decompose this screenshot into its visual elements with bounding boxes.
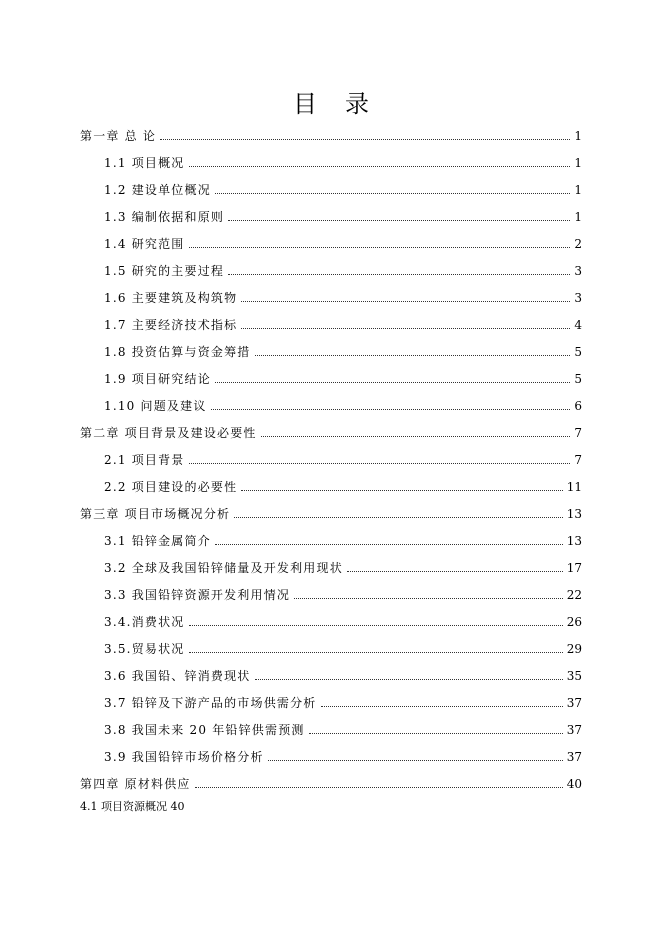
toc-entry-label: 3.1 铅锌金属简介 (104, 534, 211, 548)
toc-title (0, 84, 662, 119)
dot-leader (309, 732, 563, 734)
toc-entry-label: 1.7 主要经济技术指标 (104, 318, 238, 332)
toc-entry-page: 4 (574, 318, 582, 332)
toc-entry-page: 3 (574, 264, 582, 278)
toc-entry-page: 1 (574, 156, 582, 170)
toc-entry-page: 26 (566, 615, 582, 629)
toc-entry-label: 1.6 主要建筑及构筑物 (104, 291, 238, 305)
toc-entry-label: 1.8 投资估算与资金筹措 (104, 345, 251, 359)
toc-entry-page: 1 (574, 129, 582, 143)
dot-leader (241, 489, 562, 491)
toc-entry-label: 3.2 全球及我国铅锌储量及开发利用现状 (104, 561, 343, 575)
dot-leader (228, 273, 570, 275)
toc-entry[interactable] (80, 419, 582, 441)
toc-entry[interactable] (104, 743, 582, 765)
toc-entry-label: 1.1 项目概况 (104, 156, 185, 170)
dot-leader (215, 543, 563, 545)
dot-leader (261, 435, 570, 437)
dot-leader (189, 246, 571, 248)
unformatted-toc-entry: 4.1 项目资源概况 40 (80, 800, 185, 813)
toc-entry-page: 13 (566, 507, 582, 521)
toc-entry[interactable] (104, 257, 582, 279)
toc-entry-label: 3.3 我国铅锌资源开发利用情况 (104, 588, 291, 602)
toc-entry-label: 1.2 建设单位概况 (104, 183, 211, 197)
toc-entry[interactable] (80, 122, 582, 144)
toc-entry[interactable] (104, 338, 582, 360)
toc-entry-label: 1.9 项目研究结论 (104, 372, 211, 386)
dot-leader (189, 165, 571, 167)
toc-entry[interactable] (104, 365, 582, 387)
toc-entry-page: 1 (574, 183, 582, 197)
toc-entry[interactable] (104, 473, 582, 495)
toc-entry-page: 6 (574, 399, 582, 413)
toc-entry[interactable] (104, 554, 582, 576)
toc-entry-page: 7 (574, 453, 582, 467)
dot-leader (241, 300, 570, 302)
dot-leader (255, 354, 571, 356)
dot-leader (160, 138, 570, 140)
dot-leader (294, 597, 563, 599)
toc-entry[interactable] (104, 608, 582, 630)
dot-leader (189, 624, 563, 626)
toc-entry-label: 1.3 编制依据和原则 (104, 210, 225, 224)
toc-entry-page: 37 (566, 750, 582, 764)
toc-entry-label: 3.5.贸易状况 (104, 642, 185, 656)
toc-entry-page: 22 (566, 588, 582, 602)
toc-entry-page: 5 (574, 345, 582, 359)
toc-entry-label: 3.7 铅锌及下游产品的市场供需分析 (104, 696, 317, 710)
toc-entry[interactable] (104, 284, 582, 306)
toc-entry-page: 35 (566, 669, 582, 683)
toc-entry[interactable] (104, 581, 582, 603)
toc-entry[interactable] (80, 770, 582, 792)
toc-entry[interactable] (104, 446, 582, 468)
dot-leader (255, 678, 563, 680)
dot-leader (228, 219, 570, 221)
dot-leader (321, 705, 563, 707)
toc-entry-label: 第二章 项目背景及建设必要性 (80, 426, 257, 440)
toc-entry[interactable] (104, 230, 582, 252)
dot-leader (195, 786, 563, 788)
toc-entry[interactable] (104, 149, 582, 171)
dot-leader (189, 462, 571, 464)
toc-entry[interactable] (80, 500, 582, 522)
toc-entry-page: 1 (574, 210, 582, 224)
toc-entry-page: 37 (566, 723, 582, 737)
toc-entry-page: 37 (566, 696, 582, 710)
toc-entry-page: 11 (566, 480, 582, 494)
toc-entry-page: 40 (566, 777, 582, 791)
dot-leader (215, 381, 570, 383)
toc-entry[interactable] (104, 689, 582, 711)
toc-entry-label: 第一章 总 论 (80, 129, 157, 143)
toc-entry-label: 3.6 我国铅、锌消费现状 (104, 669, 251, 683)
dot-leader (211, 408, 570, 410)
toc-entry-label: 第四章 原材料供应 (80, 777, 191, 791)
toc-entry[interactable] (104, 716, 582, 738)
toc-entry-label: 1.5 研究的主要过程 (104, 264, 225, 278)
toc-title-char-1: 目 (293, 90, 317, 118)
toc-entry-page: 17 (566, 561, 582, 575)
dot-leader (347, 570, 563, 572)
toc-entry-page: 3 (574, 291, 582, 305)
toc-title-char-2: 录 (345, 90, 369, 118)
dot-leader (268, 759, 563, 761)
toc-entry-label: 2.1 项目背景 (104, 453, 185, 467)
dot-leader (234, 516, 563, 518)
toc-entry[interactable] (104, 392, 582, 414)
toc-entry-page: 5 (574, 372, 582, 386)
toc-entry-label: 1.4 研究范围 (104, 237, 185, 251)
toc-entry-label: 2.2 项目建设的必要性 (104, 480, 238, 494)
toc-entry-label: 3.8 我国未来 20 年铅锌供需预测 (104, 723, 305, 737)
toc-entry-page: 13 (566, 534, 582, 548)
toc-entry[interactable] (104, 527, 582, 549)
dot-leader (241, 327, 570, 329)
toc-entry[interactable] (104, 311, 582, 333)
toc-entry[interactable] (104, 203, 582, 225)
toc-entry-page: 2 (574, 237, 582, 251)
toc-entry-label: 3.9 我国铅锌市场价格分析 (104, 750, 264, 764)
toc-entry-page: 7 (574, 426, 582, 440)
toc-entry[interactable] (104, 176, 582, 198)
toc-entry[interactable] (104, 635, 582, 657)
toc-entry-label: 3.4.消费状况 (104, 615, 185, 629)
dot-leader (189, 651, 563, 653)
toc-entry-page: 29 (566, 642, 582, 656)
toc-entry[interactable] (104, 662, 582, 684)
toc-entry-label: 1.10 问题及建议 (104, 399, 207, 413)
dot-leader (215, 192, 570, 194)
toc-entry-label: 第三章 项目市场概况分析 (80, 507, 231, 521)
